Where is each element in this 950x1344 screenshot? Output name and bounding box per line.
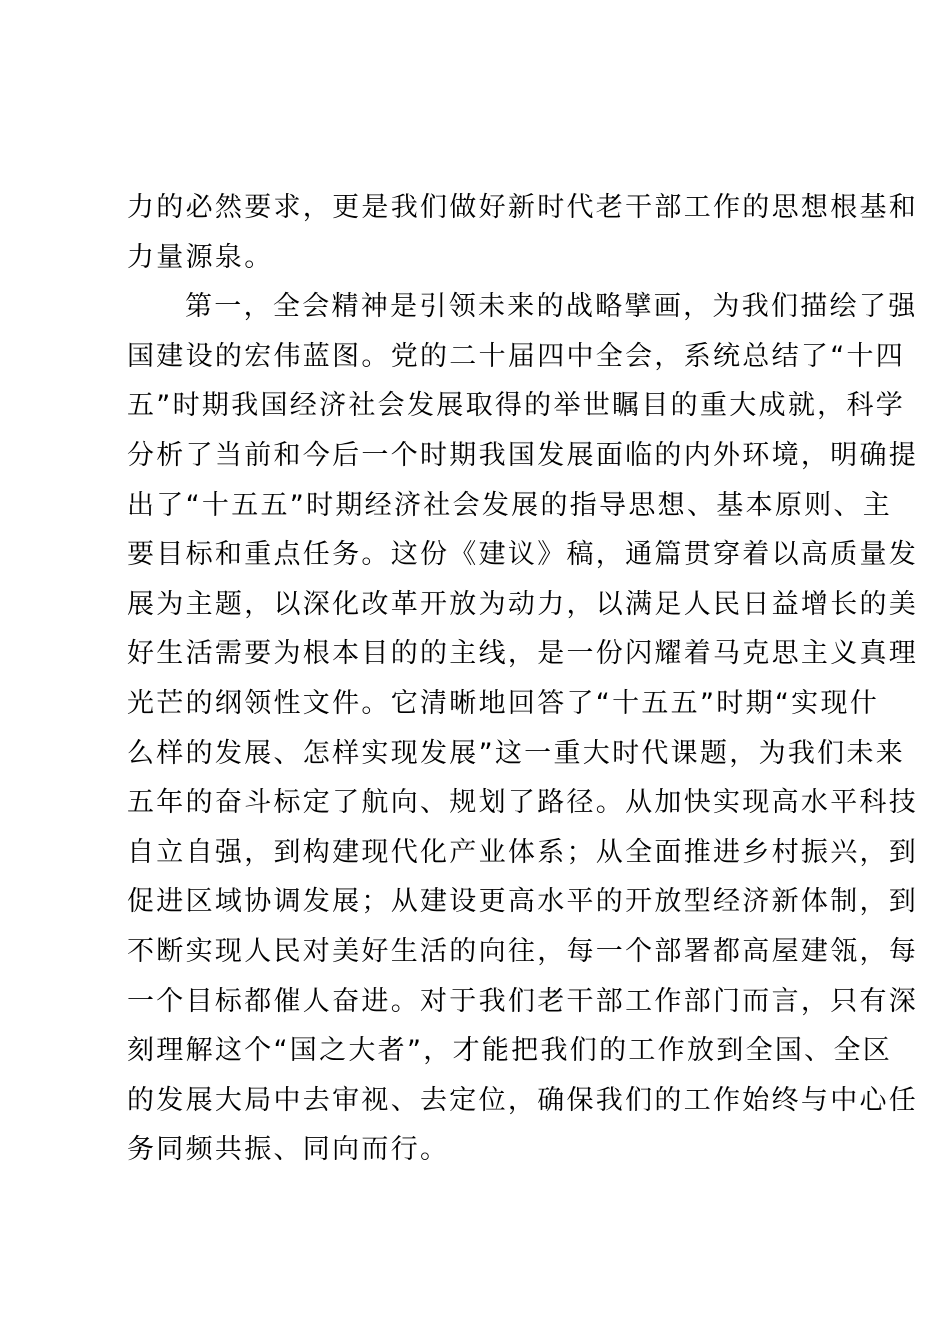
text-line: 务同频共振、同向而行。: [127, 1134, 450, 1166]
text-line: 出了“十五五”时期经济社会发展的指导思想、基本原则、主: [127, 489, 893, 521]
text-line: 的发展大局中去审视、去定位，确保我们的工作始终与中心任: [127, 1084, 919, 1116]
text-line: 么样的发展、怎样实现发展”这一重大时代课题，为我们未来: [127, 737, 906, 769]
text-line: 展为主题，以深化改革开放为动力，以满足人民日益增长的美: [127, 588, 919, 620]
text-line: 光芒的纲领性文件。它清晰地回答了“十五五”时期“实现什: [127, 687, 880, 719]
paragraph-first-point: [127, 282, 919, 1175]
text-line: 五”时期我国经济社会发展取得的举世瞩目的重大成就，科学: [127, 390, 906, 422]
text-line: 刻理解这个“国之大者”，才能把我们的工作放到全国、全区: [127, 1035, 893, 1067]
text-line: 力的必然要求，更是我们做好新时代老干部工作的思想根基和: [127, 192, 919, 223]
paragraph-continuation: [127, 183, 919, 282]
text-line: 自立自强，到构建现代化产业体系；从全面推进乡村振兴，到: [127, 836, 919, 868]
text-line: 不断实现人民对美好生活的向往，每一个部署都高屋建瓴，每: [127, 935, 919, 967]
text-line: 第一，全会精神是引领未来的战略擘画，为我们描绘了强: [185, 291, 918, 323]
text-line: 要目标和重点任务。这份《建议》稿，通篇贯穿着以高质量发: [127, 539, 919, 571]
text-line: 分析了当前和今后一个时期我国发展面临的内外环境，明确提: [127, 439, 919, 471]
text-line: 好生活需要为根本目的的主线，是一份闪耀着马克思主义真理: [127, 638, 919, 670]
document-body: [127, 183, 919, 1175]
text-line: 促进区域协调发展；从建设更高水平的开放型经济新体制，到: [127, 886, 919, 918]
text-line: 力量源泉。: [127, 241, 274, 273]
text-line: 国建设的宏伟蓝图。党的二十届四中全会，系统总结了“十四: [127, 340, 906, 372]
text-line: 五年的奋斗标定了航向、规划了路径。从加快实现高水平科技: [127, 787, 919, 819]
text-line: 一个目标都催人奋进。对于我们老干部工作部门而言，只有深: [127, 985, 919, 1017]
